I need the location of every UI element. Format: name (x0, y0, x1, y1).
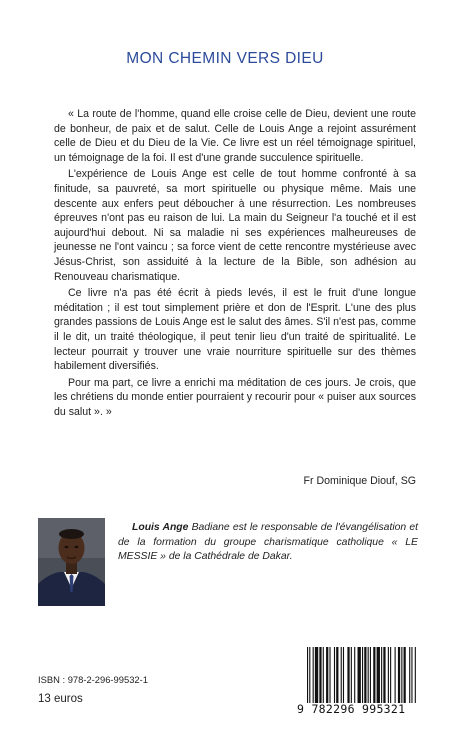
back-cover-text (54, 107, 416, 421)
isbn: ISBN : 978-2-296-99532-1 (38, 674, 148, 685)
preface-signature: Fr Dominique Diouf, SG (303, 475, 416, 487)
barcode-digits: 9 782296 995321 (297, 702, 406, 716)
barcode-icon (307, 647, 417, 703)
paragraph-2: L'expérience de Louis Ange est celle de tout homme confronté à sa finitude, sa pauvreté, sa mort spirituelle ou physique même. Mais une descente aux enfers peut déboucher à une résurrection. Les nombreuses épreuves n'ont pas eu raison de lui. La main du Seigneur l'a touché et il est aujourd'hui debout. Ni sa maladie ni ses expériences malheureuses de jeunesse ne l'ont vaincu ; sa force vient de cette rencontre mystérieuse avec Jésus-Christ, son assiduité à la lecture de la Bible, son adhésion au Renouveau charismatique. (54, 168, 416, 283)
author-bio-text: Badiane est le responsable de l'évangélisation et de la formation du groupe charismatique catholique « LE MESSIE » de la Cathédrale de Dakar. (118, 522, 418, 563)
paragraph-4: Pour ma part, ce livre a enrichi ma méditation de ces jours. Je crois, que les chrétiens du monde entier pourraient y recourir pour « puiser aux sources du salut ». » (54, 376, 416, 418)
paragraph-1: « La route de l'homme, quand elle croise celle de Dieu, devient une route de bonheur, de paix et de salut. Celle de Louis Ange a rejoint assurément celle de Dieu et du Dieu de la Vie. Ce livre est un réel témoignage spirituel, un témoignage de la foi. Il est d'une grande succulence spirituelle. (54, 108, 416, 164)
author-photo (38, 518, 105, 606)
price: 13 euros (38, 693, 83, 705)
paragraph-3: Ce livre n'a pas été écrit à pieds levés, il est le fruit d'une longue méditation ; il est tout simplement prière et don de l'Esprit. L'une des plus grandes passions de Louis Ange est le salut des âmes. S'il n'est pas, comme il le dit, un traité théologique, il peut tenir lieu d'un traité de spiritualité. Le lecteur pourrait y trouver une vraie nourriture spirituelle sur des thèmes habilement diversifiés. (54, 287, 416, 373)
author-portrait-icon (38, 518, 105, 606)
author-name: Louis Ange (132, 522, 189, 533)
author-bio (118, 521, 418, 565)
book-title: MON CHEMIN VERS DIEU (126, 50, 324, 67)
